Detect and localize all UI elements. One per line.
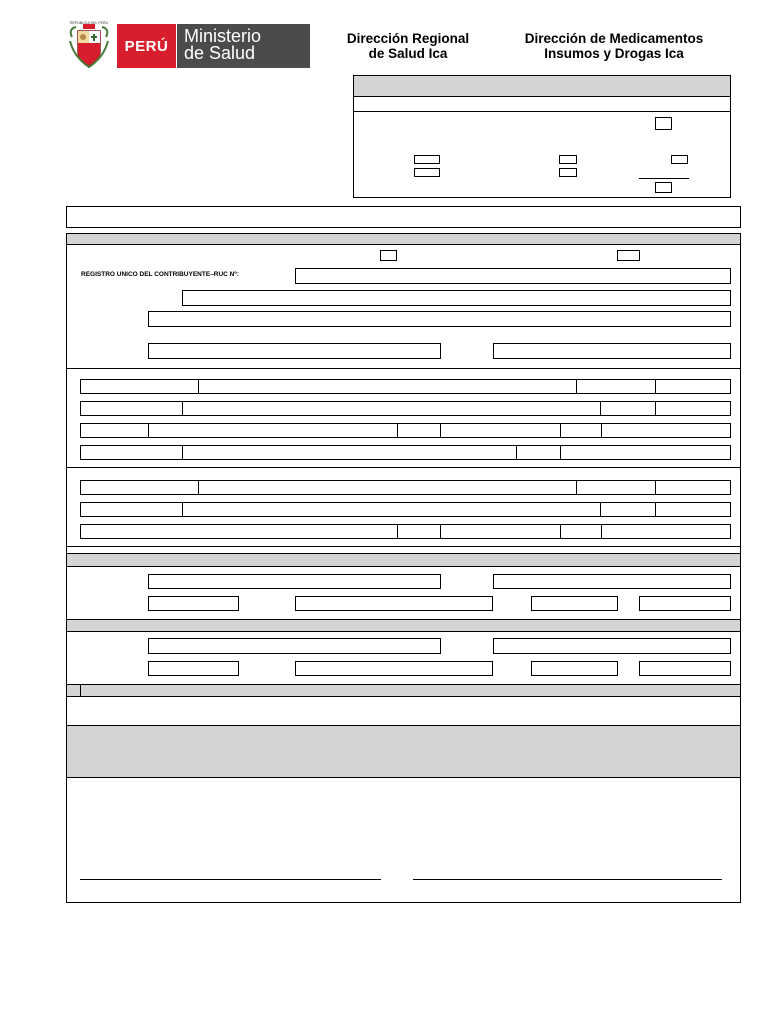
rep-row3-dept-label [560, 423, 602, 438]
office-checkbox-6[interactable] [671, 155, 688, 164]
rep-row2-num-label [600, 401, 656, 416]
sec4-field-5[interactable] [531, 596, 618, 611]
pharm-row2-num-input[interactable] [655, 502, 731, 517]
pharm-row2-label [80, 502, 183, 517]
office-checkbox-1[interactable] [655, 117, 672, 130]
sec4-field-6[interactable] [639, 596, 731, 611]
sec4-field-1[interactable] [148, 574, 441, 589]
pharm-row3-dept-label [560, 524, 602, 539]
pharm-row1-doc-input[interactable] [655, 480, 731, 495]
rep-row1-label [80, 379, 199, 394]
main-form-frame [66, 233, 741, 903]
section-1-header [66, 233, 741, 245]
rep-row3-dept-input[interactable] [601, 423, 731, 438]
pharm-row1-doc-label [576, 480, 656, 495]
company-name-input[interactable] [182, 290, 731, 306]
regional-directorate-title: Dirección Regional de Salud Ica [346, 31, 470, 61]
company-phone-input[interactable] [148, 343, 441, 359]
rep-row2-num-input[interactable] [655, 401, 731, 416]
sec4-field-2[interactable] [493, 574, 731, 589]
ministry-line1: Ministerio [184, 26, 262, 46]
seal-caption: REPÚBLICA DEL PERÚ [70, 21, 108, 25]
rep-row4-phone-input[interactable] [182, 445, 517, 460]
rep-row3-label [80, 423, 149, 438]
sec5-field-4[interactable] [295, 661, 493, 676]
medicines-directorate-title: Dirección de Medicamentos Insumos y Drogas Ica [524, 31, 704, 61]
sec5-field-2[interactable] [493, 638, 731, 654]
sec5-field-1[interactable] [148, 638, 441, 654]
signature-line-left [80, 879, 381, 880]
rep-row1-doc-label [576, 379, 656, 394]
section-5-header [66, 619, 741, 632]
signature-line-right [413, 879, 722, 880]
office-checkbox-7[interactable] [655, 182, 672, 193]
pharm-row2-num-label [600, 502, 656, 517]
rep-row3-prov-input[interactable] [440, 423, 561, 438]
section-divider-2 [66, 467, 741, 468]
section-4-header [66, 553, 741, 567]
sec5-field-5[interactable] [531, 661, 618, 676]
office-checkbox-3[interactable] [414, 168, 440, 177]
pharm-row3-district-input[interactable] [80, 524, 398, 539]
office-signature-line [639, 178, 689, 179]
sec4-field-4[interactable] [295, 596, 493, 611]
ministry-logo [177, 24, 310, 68]
office-use-subheader [353, 96, 731, 112]
pharm-row1-label [80, 480, 199, 495]
rep-row2-label [80, 401, 183, 416]
coat-of-arms-icon [66, 23, 112, 69]
rep-row2-address-input[interactable] [182, 401, 601, 416]
company-email-input[interactable] [493, 343, 731, 359]
form-title-bar [66, 206, 741, 228]
sec4-field-3[interactable] [148, 596, 239, 611]
rep-row4-label [80, 445, 183, 460]
section-divider-1 [66, 368, 741, 369]
type-checkbox-1[interactable] [380, 250, 397, 261]
company-address-input[interactable] [148, 311, 731, 327]
rep-row4-email-input[interactable] [560, 445, 731, 460]
type-checkbox-2[interactable] [617, 250, 640, 261]
rep-row4-email-label [516, 445, 561, 460]
rep-row1-doc-input[interactable] [655, 379, 731, 394]
ruc-label: REGISTRO UNICO DEL CONTRIBUYENTE–RUC Nº: [81, 271, 239, 278]
office-checkbox-5[interactable] [559, 168, 577, 177]
section-divider-3 [66, 546, 741, 547]
rep-row3-prov-label [397, 423, 441, 438]
pharm-row3-prov-input[interactable] [440, 524, 561, 539]
pharm-row3-prov-label [397, 524, 441, 539]
rep-row1-name-input[interactable] [198, 379, 577, 394]
ruc-input[interactable] [295, 268, 731, 284]
pharm-row3-dept-input[interactable] [601, 524, 731, 539]
rep-row3-district-input[interactable] [148, 423, 398, 438]
section-6-content [66, 696, 741, 726]
sec5-field-6[interactable] [639, 661, 731, 676]
ministry-line2: de Salud [184, 43, 256, 63]
pharm-row2-address-input[interactable] [182, 502, 601, 517]
office-use-header [353, 75, 731, 97]
office-checkbox-2[interactable] [414, 155, 440, 164]
office-checkbox-4[interactable] [559, 155, 577, 164]
pharm-row1-name-input[interactable] [198, 480, 577, 495]
declaration-box [66, 725, 741, 778]
peru-logo: PERÚ [117, 24, 176, 68]
sec5-field-3[interactable] [148, 661, 239, 676]
